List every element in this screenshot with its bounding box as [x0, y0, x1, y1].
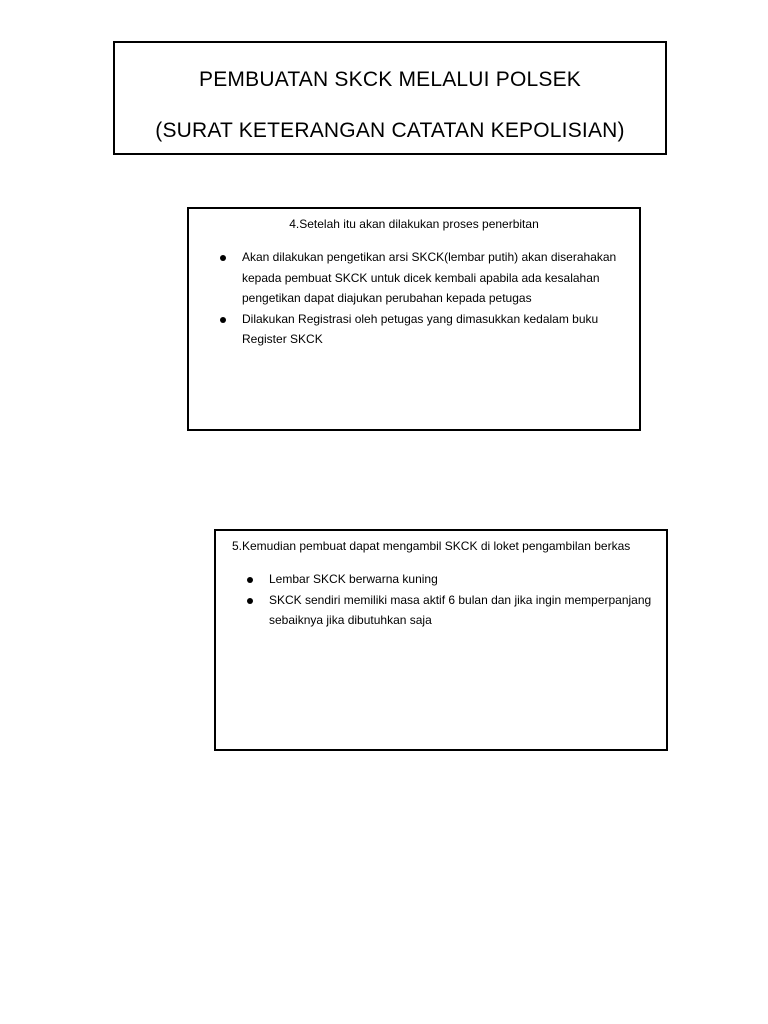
bullet-icon — [220, 255, 226, 261]
list-item — [216, 569, 666, 590]
list-item — [189, 309, 639, 350]
step-4-box — [187, 207, 641, 431]
bullet-icon — [247, 598, 253, 604]
bullet-icon — [220, 317, 226, 323]
list-item — [189, 247, 639, 309]
step-4-heading: 4.Setelah itu akan dilakukan proses penerbitan — [289, 217, 539, 231]
list-item-text: SKCK sendiri memiliki masa aktif 6 bulan dan jika ingin memperpanjang sebaiknya jika dibutuhkan saja — [269, 592, 652, 627]
list-item-text: Lembar SKCK berwarna kuning — [269, 572, 438, 586]
page-subtitle: (SURAT KETERANGAN CATATAN KEPOLISIAN) — [155, 119, 625, 142]
list-item-text: Akan dilakukan pengetikan arsi SKCK(lembar putih) akan diserahakan kepada pembuat SKCK untuk dicek kembali apabila ada kesalahan pengetikan dapat diajukan perubahan kepada petugas — [242, 250, 617, 305]
title-box — [113, 41, 667, 155]
step-5-heading: 5.Kemudian pembuat dapat mengambil SKCK di loket pengambilan berkas — [232, 539, 631, 553]
step-5-list — [216, 569, 666, 631]
page-title: PEMBUATAN SKCK MELALUI POLSEK — [199, 68, 581, 91]
list-item — [216, 590, 666, 631]
step-5-box — [214, 529, 668, 751]
step-4-list — [189, 247, 639, 350]
list-item-text: Dilakukan Registrasi oleh petugas yang dimasukkan kedalam buku Register SKCK — [242, 311, 599, 346]
bullet-icon — [247, 577, 253, 583]
